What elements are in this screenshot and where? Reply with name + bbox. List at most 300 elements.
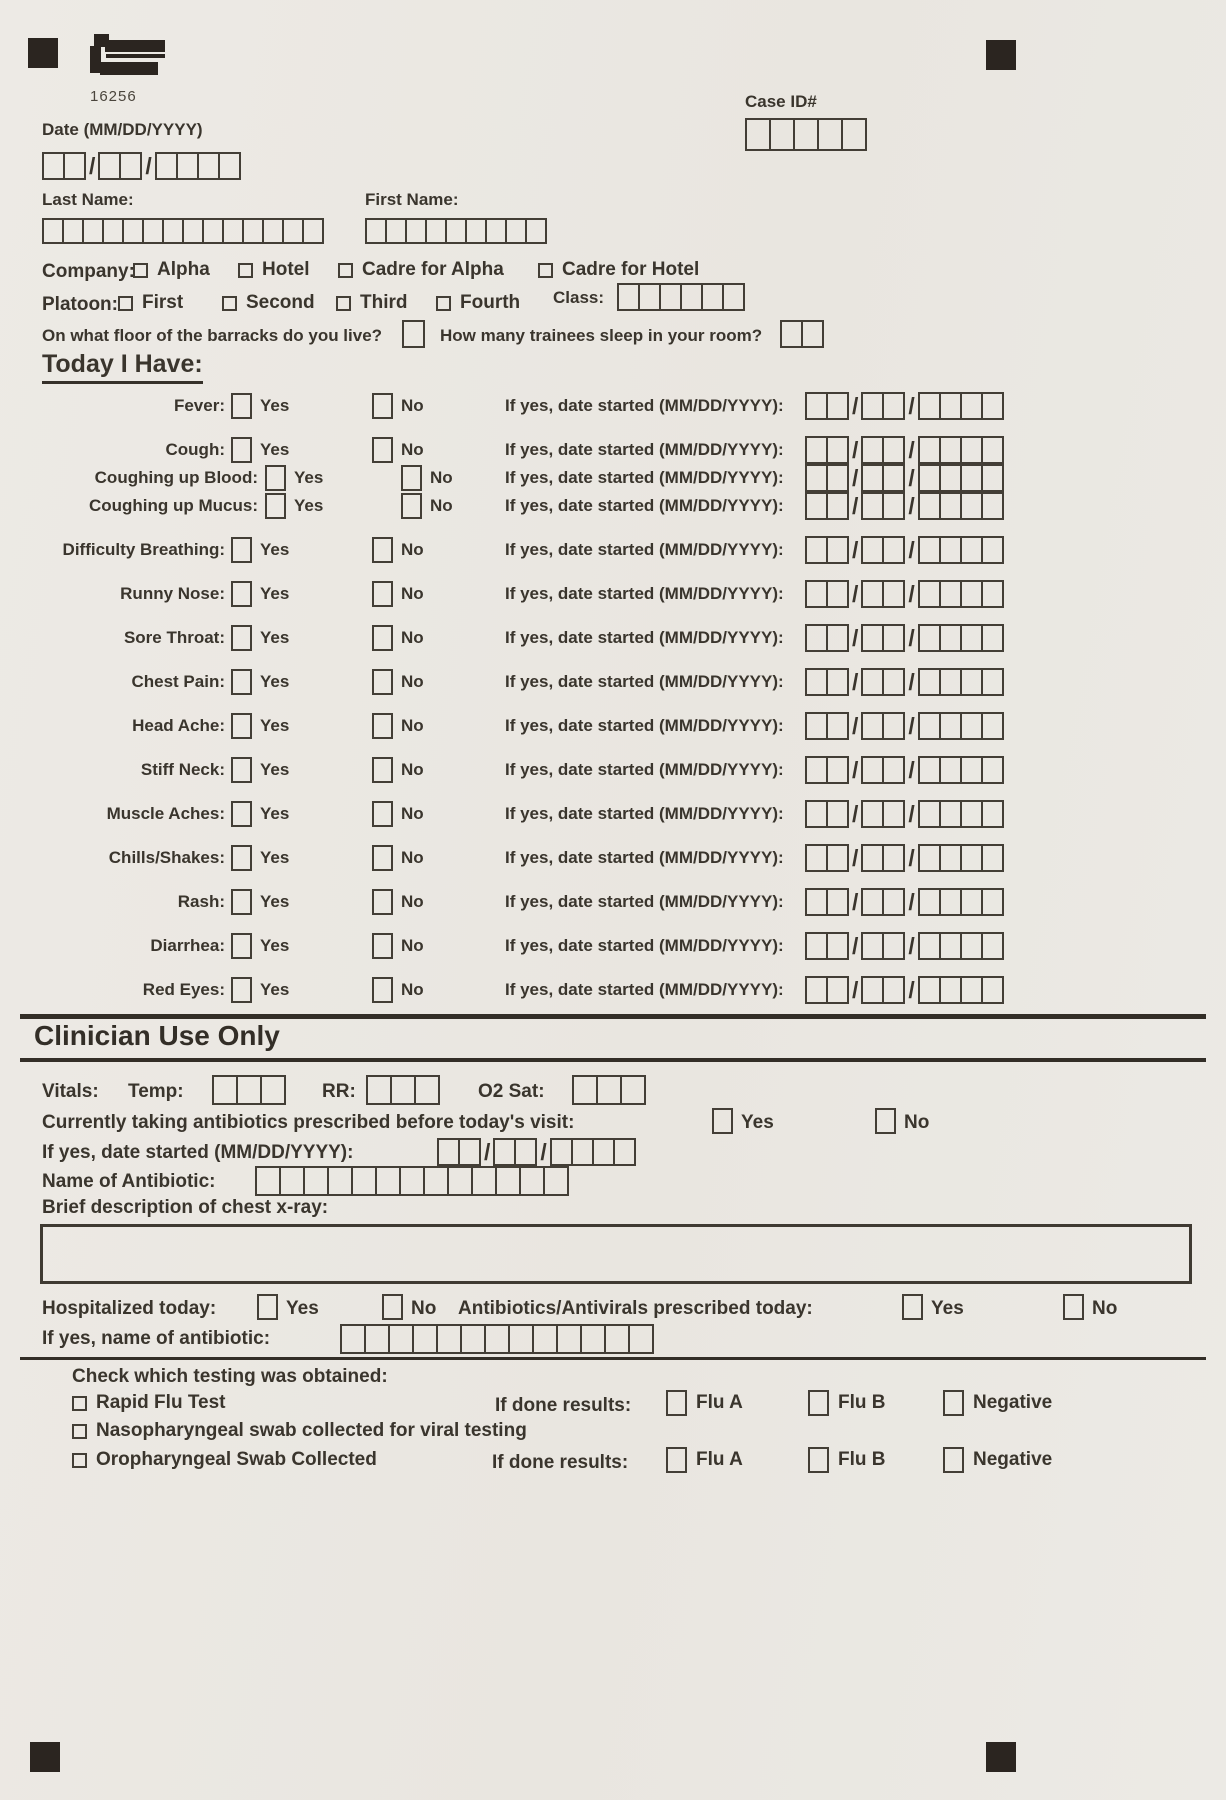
floor-cell[interactable] — [402, 320, 425, 348]
char-cell[interactable] — [364, 1324, 390, 1354]
char-cell[interactable] — [628, 1324, 654, 1354]
hotel-checkbox[interactable] — [238, 263, 253, 278]
char-cell[interactable] — [826, 392, 849, 420]
month-cells[interactable] — [437, 1138, 481, 1166]
rapid-flu-a-checkbox[interactable] — [666, 1390, 687, 1416]
char-cell[interactable] — [388, 1324, 414, 1354]
char-cell[interactable] — [939, 888, 962, 916]
char-cell[interactable] — [918, 464, 941, 492]
char-cell[interactable] — [102, 218, 124, 244]
char-cell[interactable] — [525, 218, 547, 244]
char-cell[interactable] — [197, 152, 220, 180]
char-cell[interactable] — [680, 283, 703, 311]
diarrhea-date-field[interactable] — [805, 932, 1004, 960]
char-cell[interactable] — [817, 118, 843, 151]
char-cell[interactable] — [861, 888, 884, 916]
case-id-field[interactable] — [745, 118, 867, 156]
rapid-flu-b-checkbox[interactable] — [808, 1390, 829, 1416]
char-cell[interactable] — [918, 712, 941, 740]
char-cell[interactable] — [805, 492, 828, 520]
char-cell[interactable] — [745, 118, 771, 151]
stiff-neck-yes-checkbox[interactable] — [231, 757, 252, 783]
red-eyes-no-checkbox[interactable] — [372, 977, 393, 1003]
difficulty-breathing-date-field[interactable] — [805, 536, 1004, 564]
day-cells[interactable] — [493, 1138, 537, 1166]
char-cell[interactable] — [939, 624, 962, 652]
char-cell[interactable] — [255, 1166, 281, 1196]
year-cells[interactable] — [918, 492, 1004, 520]
coughing-up-mucus-no-checkbox[interactable] — [401, 493, 422, 519]
char-cell[interactable] — [960, 392, 983, 420]
day-cells[interactable] — [861, 932, 905, 960]
rash-date-field[interactable] — [805, 888, 1004, 916]
coughing-up-blood-no-checkbox[interactable] — [401, 465, 422, 491]
char-cell[interactable] — [960, 464, 983, 492]
char-cell[interactable] — [882, 536, 905, 564]
char-cell[interactable] — [981, 624, 1004, 652]
rapid-flu-checkbox[interactable] — [72, 1396, 87, 1411]
char-cell[interactable] — [826, 536, 849, 564]
char-cell[interactable] — [826, 436, 849, 464]
chills-shakes-yes-checkbox[interactable] — [231, 845, 252, 871]
char-cell[interactable] — [918, 844, 941, 872]
char-cell[interactable] — [617, 283, 640, 311]
char-cell[interactable] — [960, 888, 983, 916]
char-cell[interactable] — [861, 392, 884, 420]
char-cell[interactable] — [613, 1138, 636, 1166]
char-cell[interactable] — [981, 580, 1004, 608]
first-name-cells[interactable] — [365, 218, 547, 244]
char-cell[interactable] — [960, 756, 983, 784]
char-cell[interactable] — [918, 536, 941, 564]
antibiotic-name2-cells[interactable] — [340, 1324, 654, 1354]
month-cells[interactable] — [805, 392, 849, 420]
year-cells[interactable] — [918, 580, 1004, 608]
char-cell[interactable] — [939, 392, 962, 420]
char-cell[interactable] — [793, 118, 819, 151]
char-cell[interactable] — [861, 492, 884, 520]
day-cells[interactable] — [861, 800, 905, 828]
char-cell[interactable] — [861, 756, 884, 784]
char-cell[interactable] — [801, 320, 824, 348]
rr-cells[interactable] — [366, 1075, 440, 1105]
char-cell[interactable] — [495, 1166, 521, 1196]
char-cell[interactable] — [769, 118, 795, 151]
char-cell[interactable] — [826, 492, 849, 520]
cough-no-checkbox[interactable] — [372, 437, 393, 463]
char-cell[interactable] — [580, 1324, 606, 1354]
fever-date-field[interactable] — [805, 392, 1004, 420]
test-option-nasopharyngeal[interactable] — [72, 1420, 527, 1442]
char-cell[interactable] — [960, 436, 983, 464]
case-id-cells[interactable] — [745, 118, 867, 151]
chest-pain-no-checkbox[interactable] — [372, 669, 393, 695]
o2-sat-field[interactable] — [572, 1075, 646, 1110]
test-option-oropharyngeal[interactable] — [72, 1449, 377, 1471]
char-cell[interactable] — [805, 668, 828, 696]
day-cells[interactable] — [861, 580, 905, 608]
char-cell[interactable] — [981, 668, 1004, 696]
year-cells[interactable] — [918, 756, 1004, 784]
char-cell[interactable] — [826, 464, 849, 492]
char-cell[interactable] — [882, 976, 905, 1004]
char-cell[interactable] — [604, 1324, 630, 1354]
char-cell[interactable] — [826, 624, 849, 652]
char-cell[interactable] — [176, 152, 199, 180]
day-cells[interactable] — [861, 756, 905, 784]
muscle-aches-date-field[interactable] — [805, 800, 1004, 828]
coughing-up-blood-date-field[interactable] — [805, 464, 1004, 492]
char-cell[interactable] — [861, 976, 884, 1004]
char-cell[interactable] — [882, 756, 905, 784]
roommates-cells[interactable] — [780, 320, 824, 348]
char-cell[interactable] — [385, 218, 407, 244]
char-cell[interactable] — [805, 932, 828, 960]
month-cells[interactable] — [805, 932, 849, 960]
runny-nose-date-field[interactable] — [805, 580, 1004, 608]
head-ache-date-field[interactable] — [805, 712, 1004, 740]
char-cell[interactable] — [981, 800, 1004, 828]
coughing-up-mucus-yes-checkbox[interactable] — [265, 493, 286, 519]
class-field[interactable] — [617, 283, 745, 316]
antibiotic-name2-field[interactable] — [340, 1324, 654, 1359]
char-cell[interactable] — [918, 392, 941, 420]
day-cells[interactable] — [861, 492, 905, 520]
char-cell[interactable] — [592, 1138, 615, 1166]
company-option-alpha[interactable] — [133, 259, 210, 281]
char-cell[interactable] — [414, 1075, 440, 1105]
rash-no-checkbox[interactable] — [372, 889, 393, 915]
char-cell[interactable] — [340, 1324, 366, 1354]
char-cell[interactable] — [460, 1324, 486, 1354]
head-ache-yes-checkbox[interactable] — [231, 713, 252, 739]
month-cells[interactable] — [805, 976, 849, 1004]
cough-date-field[interactable] — [805, 436, 1004, 464]
nasopharyngeal-checkbox[interactable] — [72, 1424, 87, 1439]
chills-shakes-no-checkbox[interactable] — [372, 845, 393, 871]
year-cells[interactable] — [918, 976, 1004, 1004]
cadre-alpha-checkbox[interactable] — [338, 263, 353, 278]
char-cell[interactable] — [918, 668, 941, 696]
char-cell[interactable] — [981, 392, 1004, 420]
char-cell[interactable] — [939, 464, 962, 492]
cadre-hotel-checkbox[interactable] — [538, 263, 553, 278]
day-cells[interactable] — [98, 152, 142, 180]
char-cell[interactable] — [960, 932, 983, 960]
char-cell[interactable] — [981, 492, 1004, 520]
char-cell[interactable] — [282, 218, 304, 244]
char-cell[interactable] — [202, 218, 224, 244]
oro-flu-a-checkbox[interactable] — [666, 1447, 687, 1473]
day-cells[interactable] — [861, 844, 905, 872]
year-cells[interactable] — [918, 888, 1004, 916]
char-cell[interactable] — [366, 1075, 392, 1105]
char-cell[interactable] — [218, 152, 241, 180]
char-cell[interactable] — [861, 580, 884, 608]
last-name-field[interactable] — [42, 218, 324, 249]
char-cell[interactable] — [805, 436, 828, 464]
third-platoon-checkbox[interactable] — [336, 296, 351, 311]
char-cell[interactable] — [471, 1166, 497, 1196]
char-cell[interactable] — [485, 218, 507, 244]
char-cell[interactable] — [701, 283, 724, 311]
oro-result-flu-a[interactable] — [666, 1447, 743, 1473]
char-cell[interactable] — [262, 218, 284, 244]
year-cells[interactable] — [918, 464, 1004, 492]
char-cell[interactable] — [63, 152, 86, 180]
sore-throat-date-field[interactable] — [805, 624, 1004, 652]
char-cell[interactable] — [351, 1166, 377, 1196]
antibiotics-yes-checkbox[interactable] — [712, 1108, 733, 1134]
char-cell[interactable] — [543, 1166, 569, 1196]
rapid-result-flu-b[interactable] — [808, 1390, 886, 1416]
char-cell[interactable] — [882, 464, 905, 492]
platoon-option-third[interactable] — [336, 292, 408, 314]
char-cell[interactable] — [939, 844, 962, 872]
diarrhea-yes-checkbox[interactable] — [231, 933, 252, 959]
char-cell[interactable] — [98, 152, 121, 180]
year-cells[interactable] — [918, 392, 1004, 420]
char-cell[interactable] — [981, 536, 1004, 564]
char-cell[interactable] — [162, 218, 184, 244]
clinician-date-field[interactable] — [437, 1138, 636, 1166]
rr-field[interactable] — [366, 1075, 440, 1110]
char-cell[interactable] — [532, 1324, 558, 1354]
char-cell[interactable] — [918, 492, 941, 520]
rash-yes-checkbox[interactable] — [231, 889, 252, 915]
char-cell[interactable] — [826, 712, 849, 740]
char-cell[interactable] — [375, 1166, 401, 1196]
month-cells[interactable] — [805, 580, 849, 608]
month-cells[interactable] — [805, 800, 849, 828]
oro-negative-checkbox[interactable] — [943, 1447, 964, 1473]
char-cell[interactable] — [279, 1166, 305, 1196]
char-cell[interactable] — [918, 436, 941, 464]
month-cells[interactable] — [805, 844, 849, 872]
temp-field[interactable] — [212, 1075, 286, 1110]
char-cell[interactable] — [981, 932, 1004, 960]
platoon-option-first[interactable] — [118, 292, 183, 314]
char-cell[interactable] — [826, 668, 849, 696]
month-cells[interactable] — [805, 712, 849, 740]
char-cell[interactable] — [260, 1075, 286, 1105]
muscle-aches-no-checkbox[interactable] — [372, 801, 393, 827]
coughing-up-blood-yes-checkbox[interactable] — [265, 465, 286, 491]
oro-flu-b-checkbox[interactable] — [808, 1447, 829, 1473]
char-cell[interactable] — [960, 712, 983, 740]
char-cell[interactable] — [960, 624, 983, 652]
month-cells[interactable] — [805, 668, 849, 696]
date-field[interactable] — [42, 152, 241, 180]
head-ache-no-checkbox[interactable] — [372, 713, 393, 739]
day-cells[interactable] — [861, 712, 905, 740]
test-option-rapid-flu[interactable] — [72, 1392, 225, 1414]
char-cell[interactable] — [939, 580, 962, 608]
year-cells[interactable] — [918, 800, 1004, 828]
char-cell[interactable] — [82, 218, 104, 244]
char-cell[interactable] — [861, 668, 884, 696]
char-cell[interactable] — [222, 218, 244, 244]
year-cells[interactable] — [918, 844, 1004, 872]
char-cell[interactable] — [841, 118, 867, 151]
day-cells[interactable] — [861, 668, 905, 696]
second-platoon-checkbox[interactable] — [222, 296, 237, 311]
difficulty-breathing-yes-checkbox[interactable] — [231, 537, 252, 563]
platoon-option-second[interactable] — [222, 292, 315, 314]
antibiotics-no-checkbox[interactable] — [875, 1108, 896, 1134]
char-cell[interactable] — [780, 320, 803, 348]
char-cell[interactable] — [805, 624, 828, 652]
month-cells[interactable] — [805, 888, 849, 916]
char-cell[interactable] — [918, 932, 941, 960]
month-cells[interactable] — [805, 756, 849, 784]
runny-nose-yes-checkbox[interactable] — [231, 581, 252, 607]
char-cell[interactable] — [519, 1166, 545, 1196]
day-cells[interactable] — [861, 392, 905, 420]
char-cell[interactable] — [882, 844, 905, 872]
char-cell[interactable] — [861, 800, 884, 828]
char-cell[interactable] — [960, 800, 983, 828]
char-cell[interactable] — [155, 152, 178, 180]
char-cell[interactable] — [861, 464, 884, 492]
char-cell[interactable] — [572, 1075, 598, 1105]
char-cell[interactable] — [861, 932, 884, 960]
char-cell[interactable] — [805, 392, 828, 420]
char-cell[interactable] — [882, 800, 905, 828]
char-cell[interactable] — [882, 668, 905, 696]
char-cell[interactable] — [861, 436, 884, 464]
char-cell[interactable] — [939, 536, 962, 564]
year-cells[interactable] — [918, 932, 1004, 960]
char-cell[interactable] — [805, 712, 828, 740]
char-cell[interactable] — [861, 536, 884, 564]
char-cell[interactable] — [142, 218, 164, 244]
char-cell[interactable] — [981, 712, 1004, 740]
runny-nose-no-checkbox[interactable] — [372, 581, 393, 607]
year-cells[interactable] — [918, 436, 1004, 464]
char-cell[interactable] — [918, 580, 941, 608]
stiff-neck-no-checkbox[interactable] — [372, 757, 393, 783]
floor-field[interactable] — [402, 320, 425, 353]
oropharyngeal-checkbox[interactable] — [72, 1453, 87, 1468]
char-cell[interactable] — [493, 1138, 516, 1166]
char-cell[interactable] — [826, 580, 849, 608]
char-cell[interactable] — [465, 218, 487, 244]
class-cells[interactable] — [617, 283, 745, 311]
xray-description-field[interactable] — [40, 1224, 1192, 1284]
char-cell[interactable] — [236, 1075, 262, 1105]
char-cell[interactable] — [505, 218, 527, 244]
char-cell[interactable] — [365, 218, 387, 244]
o2-sat-cells[interactable] — [572, 1075, 646, 1105]
char-cell[interactable] — [42, 152, 65, 180]
char-cell[interactable] — [659, 283, 682, 311]
char-cell[interactable] — [620, 1075, 646, 1105]
antibiotic-name-cells[interactable] — [255, 1166, 569, 1196]
chest-pain-date-field[interactable] — [805, 668, 1004, 696]
char-cell[interactable] — [960, 844, 983, 872]
char-cell[interactable] — [425, 218, 447, 244]
char-cell[interactable] — [882, 932, 905, 960]
month-cells[interactable] — [805, 536, 849, 564]
char-cell[interactable] — [514, 1138, 537, 1166]
day-cells[interactable] — [861, 624, 905, 652]
fever-no-checkbox[interactable] — [372, 393, 393, 419]
rapid-negative-checkbox[interactable] — [943, 1390, 964, 1416]
prescribed-yes-checkbox[interactable] — [902, 1294, 923, 1320]
char-cell[interactable] — [918, 624, 941, 652]
char-cell[interactable] — [882, 492, 905, 520]
day-cells[interactable] — [861, 436, 905, 464]
char-cell[interactable] — [939, 668, 962, 696]
char-cell[interactable] — [826, 800, 849, 828]
char-cell[interactable] — [445, 218, 467, 244]
prescribed-no-checkbox[interactable] — [1063, 1294, 1084, 1320]
char-cell[interactable] — [122, 218, 144, 244]
company-option-cadre-alpha[interactable] — [338, 259, 504, 281]
red-eyes-date-field[interactable] — [805, 976, 1004, 1004]
char-cell[interactable] — [62, 218, 84, 244]
char-cell[interactable] — [302, 218, 324, 244]
char-cell[interactable] — [436, 1324, 462, 1354]
day-cells[interactable] — [861, 888, 905, 916]
first-name-field[interactable] — [365, 218, 547, 249]
char-cell[interactable] — [242, 218, 264, 244]
year-cells[interactable] — [918, 712, 1004, 740]
char-cell[interactable] — [212, 1075, 238, 1105]
char-cell[interactable] — [861, 712, 884, 740]
antibiotic-name-field[interactable] — [255, 1166, 569, 1201]
char-cell[interactable] — [550, 1138, 573, 1166]
char-cell[interactable] — [638, 283, 661, 311]
year-cells[interactable] — [550, 1138, 636, 1166]
char-cell[interactable] — [826, 844, 849, 872]
char-cell[interactable] — [918, 888, 941, 916]
char-cell[interactable] — [882, 580, 905, 608]
coughing-up-mucus-date-field[interactable] — [805, 492, 1004, 520]
rapid-result-flu-a[interactable] — [666, 1390, 743, 1416]
day-cells[interactable] — [861, 464, 905, 492]
char-cell[interactable] — [882, 436, 905, 464]
char-cell[interactable] — [981, 756, 1004, 784]
chest-pain-yes-checkbox[interactable] — [231, 669, 252, 695]
platoon-option-fourth[interactable] — [436, 292, 520, 314]
difficulty-breathing-no-checkbox[interactable] — [372, 537, 393, 563]
char-cell[interactable] — [805, 464, 828, 492]
char-cell[interactable] — [556, 1324, 582, 1354]
fever-yes-checkbox[interactable] — [231, 393, 252, 419]
year-cells[interactable] — [155, 152, 241, 180]
char-cell[interactable] — [939, 436, 962, 464]
oro-result-flu-b[interactable] — [808, 1447, 886, 1473]
company-option-cadre-hotel[interactable] — [538, 259, 699, 281]
char-cell[interactable] — [303, 1166, 329, 1196]
char-cell[interactable] — [918, 800, 941, 828]
sore-throat-yes-checkbox[interactable] — [231, 625, 252, 651]
char-cell[interactable] — [918, 976, 941, 1004]
month-cells[interactable] — [805, 492, 849, 520]
red-eyes-yes-checkbox[interactable] — [231, 977, 252, 1003]
stiff-neck-date-field[interactable] — [805, 756, 1004, 784]
last-name-cells[interactable] — [42, 218, 324, 244]
year-cells[interactable] — [918, 668, 1004, 696]
char-cell[interactable] — [42, 218, 64, 244]
char-cell[interactable] — [960, 976, 983, 1004]
cough-yes-checkbox[interactable] — [231, 437, 252, 463]
char-cell[interactable] — [390, 1075, 416, 1105]
sore-throat-no-checkbox[interactable] — [372, 625, 393, 651]
hospitalized-yes-checkbox[interactable] — [257, 1294, 278, 1320]
